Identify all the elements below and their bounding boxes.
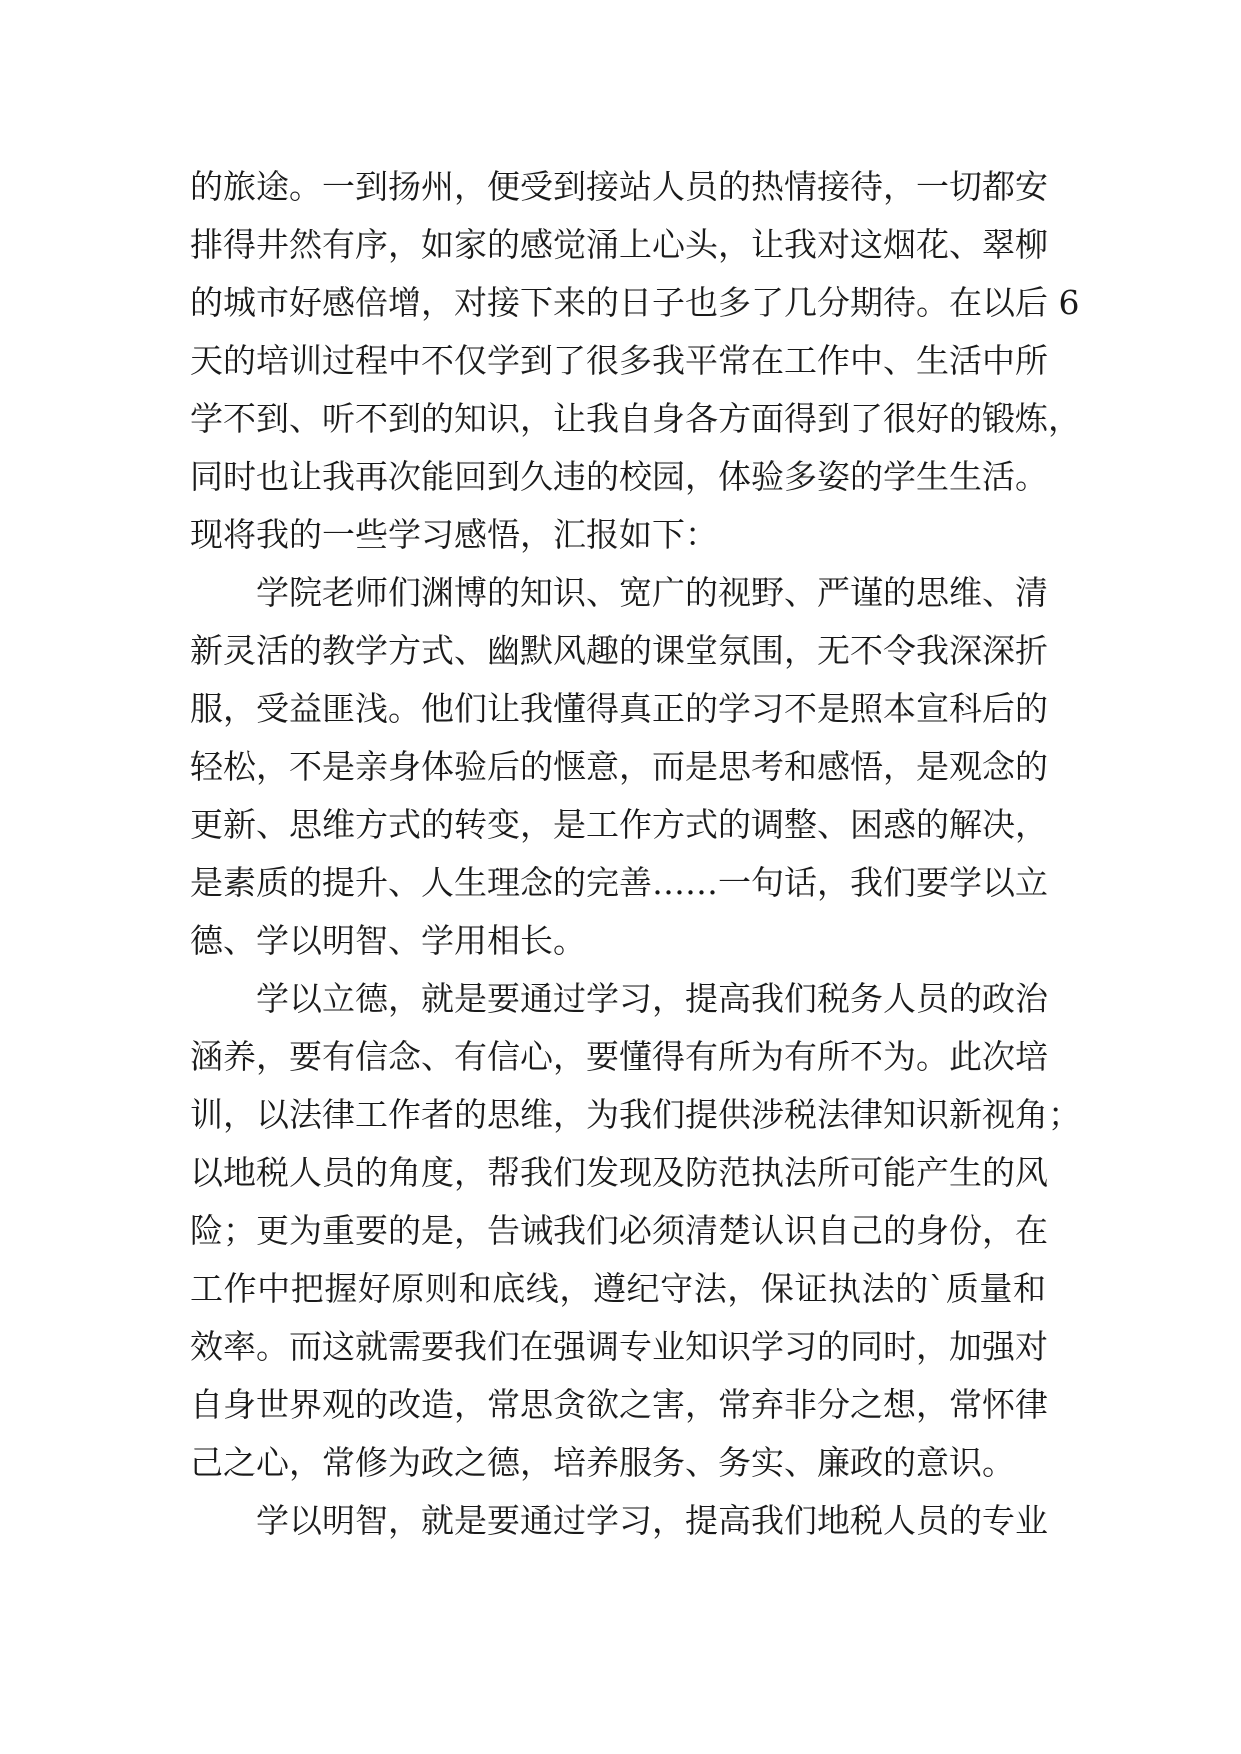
text-line: 学以立德，就是要通过学习，提高我们税务人员的政治: [256, 979, 1048, 1018]
text-line: 现将我的一些学习感悟，汇报如下：: [190, 515, 718, 554]
text-line: 服，受益匪浅。他们让我懂得真正的学习不是照本宣科后的: [190, 689, 1048, 728]
text-line: 的城市好感倍增，对接下来的日子也多了几分期待。在以后 6: [190, 283, 1080, 322]
text-line: 工作中把握好原则和底线，遵纪守法，保证执法的`质量和: [190, 1269, 1046, 1308]
text-line: 的旅途。一到扬州，便受到接站人员的热情接待，一切都安: [190, 167, 1048, 206]
text-line: 学不到、听不到的知识，让我自身各方面得到了很好的锻炼，: [190, 399, 1081, 438]
text-line: 学院老师们渊博的知识、宽广的视野、严谨的思维、清: [256, 573, 1048, 612]
text-line: 天的培训过程中不仅学到了很多我平常在工作中、生活中所: [190, 341, 1048, 380]
text-line: 己之心，常修为政之德，培养服务、务实、廉政的意识。: [190, 1443, 1015, 1482]
body-text: [190, 158, 1081, 1550]
text-line: 是素质的提升、人生理念的完善……一句话，我们要学以立: [190, 863, 1048, 902]
text-line: 自身世界观的改造，常思贪欲之害，常弃非分之想，常怀律: [190, 1385, 1048, 1424]
text-line: 训，以法律工作者的思维，为我们提供涉税法律知识新视角；: [190, 1095, 1081, 1134]
text-line: 学以明智，就是要通过学习，提高我们地税人员的专业: [256, 1501, 1048, 1540]
text-line: 同时也让我再次能回到久违的校园，体验多姿的学生生活。: [190, 457, 1048, 496]
text-line: 排得井然有序，如家的感觉涌上心头，让我对这烟花、翠柳: [190, 225, 1048, 264]
text-line: 德、学以明智、学用相长。: [190, 921, 586, 960]
text-line: 险；更为重要的是，告诫我们必须清楚认识自己的身份，在: [190, 1211, 1048, 1250]
text-line: 以地税人员的角度，帮我们发现及防范执法所可能产生的风: [190, 1153, 1048, 1192]
text-line: 更新、思维方式的转变，是工作方式的调整、困惑的解决，: [190, 805, 1048, 844]
text-line: 涵养，要有信念、有信心，要懂得有所为有所不为。此次培: [190, 1037, 1048, 1076]
text-line: 轻松，不是亲身体验后的惬意，而是思考和感悟，是观念的: [190, 747, 1048, 786]
text-line: 新灵活的教学方式、幽默风趣的课堂氛围，无不令我深深折: [190, 631, 1048, 670]
text-line: 效率。而这就需要我们在强调专业知识学习的同时，加强对: [190, 1327, 1048, 1366]
